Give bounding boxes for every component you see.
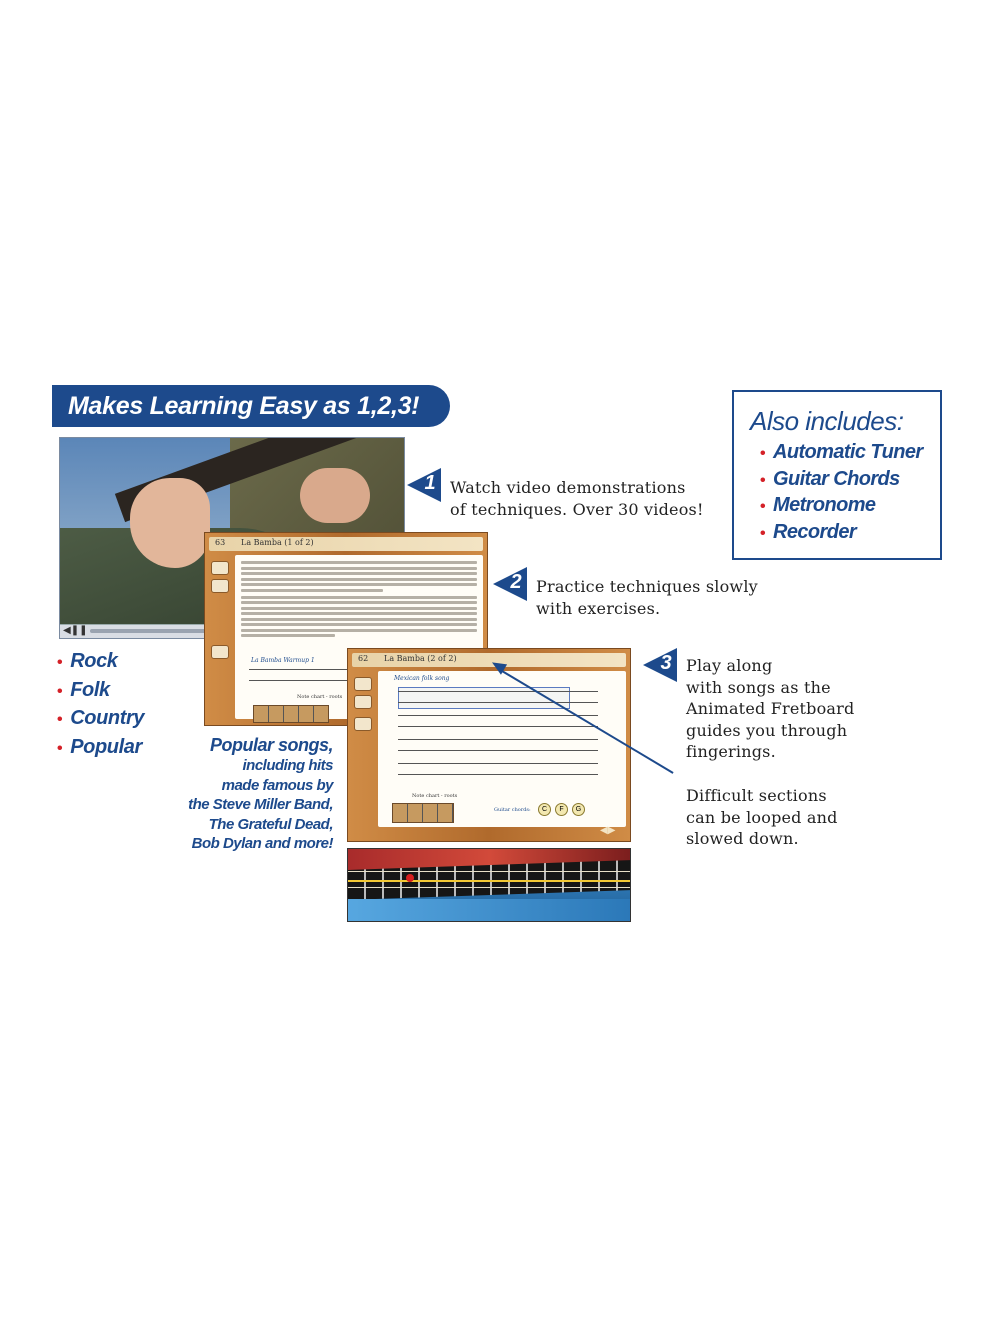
fretboard-note-marker — [406, 874, 414, 882]
song-composer: Mexican folk song — [394, 675, 450, 682]
also-item-chords: • Guitar Chords — [760, 467, 900, 490]
song-staff-4 — [398, 763, 598, 775]
chord-c-button[interactable]: C — [538, 803, 551, 816]
loop-note — [686, 785, 838, 850]
step-3-line-1: Play along — [686, 656, 773, 675]
song-staff-2 — [398, 715, 598, 727]
style-rock: • Rock — [57, 650, 118, 672]
song-title: La Bamba (2 of 2) — [384, 654, 457, 663]
step-3-number: 3 — [660, 652, 672, 674]
note-chart — [253, 705, 329, 723]
step-2-text — [536, 576, 758, 619]
page-arrows-icon[interactable]: ◀▶ — [600, 825, 616, 836]
popular-songs-text — [170, 734, 333, 854]
loop-note-line-1: Difficult sections — [686, 786, 827, 805]
exercise-page-number: 63 — [215, 538, 226, 547]
step-3-line-4: guides you through — [686, 720, 848, 740]
exercise-title: La Bamba (1 of 2) — [241, 538, 314, 547]
chart-label: Note chart - roots — [297, 694, 343, 700]
bullet-icon: • — [760, 524, 766, 542]
speaker-full-icon[interactable] — [354, 717, 372, 731]
song-staff-3 — [398, 739, 598, 751]
step-1-line-1: Watch video demonstrations — [450, 478, 686, 497]
bullet-icon: • — [57, 711, 63, 728]
popular-line-3: the Steve Miller Band, — [188, 796, 333, 813]
lesson-text — [241, 561, 477, 640]
bullet-icon: • — [760, 471, 766, 489]
bullet-icon: • — [760, 498, 766, 515]
song-page-number: 62 — [358, 654, 369, 663]
exercise-name: La Bamba Warmup 1 — [251, 657, 315, 664]
plucking-hand — [130, 478, 210, 568]
fretting-hand — [300, 468, 370, 523]
video-camera-icon[interactable] — [211, 561, 229, 575]
step-3-line-2: with songs as the — [686, 677, 831, 697]
song-screen — [347, 648, 631, 842]
step-1-line-2: of techniques. Over 30 videos! — [450, 499, 704, 519]
popular-line-4: The Grateful Dead, — [208, 815, 333, 833]
fretboard-string — [348, 887, 631, 888]
loop-note-line-3: slowed down. — [686, 829, 799, 848]
style-country: • Country — [57, 707, 145, 729]
chord-f-button[interactable]: F — [555, 803, 568, 816]
song-note-chart — [392, 803, 454, 823]
popular-line-2: made famous by — [221, 776, 333, 794]
speaker-icon[interactable] — [211, 645, 229, 659]
also-includes-title: Also includes: — [750, 406, 904, 436]
step-2-line-1: Practice techniques slowly — [536, 577, 758, 596]
step-2-number: 2 — [510, 571, 522, 593]
guitar-chords-label: Guitar chords: — [494, 807, 531, 813]
style-popular: • Popular — [57, 735, 142, 758]
speaker-slow-icon[interactable] — [354, 695, 372, 709]
fretboard-active-string — [348, 880, 631, 882]
exercise-titlebar — [209, 537, 483, 551]
step-2-line-2: with exercises. — [536, 598, 661, 618]
fretboard-string — [348, 871, 631, 872]
step-1-number: 1 — [424, 472, 436, 494]
song-page — [378, 671, 626, 827]
step-3-line-3: Animated Fretboard — [686, 699, 855, 718]
bullet-icon: • — [57, 739, 63, 757]
bullet-icon: • — [57, 654, 63, 671]
exercise-staff — [249, 669, 359, 681]
play-pause-icon[interactable]: ◀❚❚ — [63, 625, 88, 636]
also-item-tuner: • Automatic Tuner — [760, 441, 923, 463]
animated-fretboard — [347, 848, 631, 922]
popular-line-5: Bob Dylan and more! — [191, 835, 333, 852]
bullet-icon: • — [760, 445, 766, 462]
popular-head: Popular songs, — [209, 735, 333, 755]
bullet-icon: • — [57, 682, 63, 700]
popular-line-1: including hits — [242, 757, 333, 774]
song-staff-1 — [398, 691, 598, 703]
fretboard-base — [348, 899, 631, 922]
style-folk: • Folk — [57, 678, 110, 701]
tuner-icon[interactable] — [354, 677, 372, 691]
loop-note-line-2: can be looped and — [686, 807, 838, 827]
step-3-text — [686, 655, 854, 763]
also-includes-box — [732, 390, 942, 560]
song-chart-label: Note chart - roots — [412, 793, 458, 799]
also-item-recorder: • Recorder — [760, 520, 857, 543]
also-item-metronome: • Metronome — [760, 494, 876, 516]
styles-list — [57, 648, 144, 762]
step-3-line-5: fingerings. — [686, 742, 776, 761]
also-includes-list — [760, 440, 923, 546]
info-icon[interactable] — [211, 579, 229, 593]
step-1-text — [450, 477, 704, 520]
banner-title: Makes Learning Easy as 1,2,3! — [52, 385, 450, 427]
chord-g-button[interactable]: G — [572, 803, 585, 816]
